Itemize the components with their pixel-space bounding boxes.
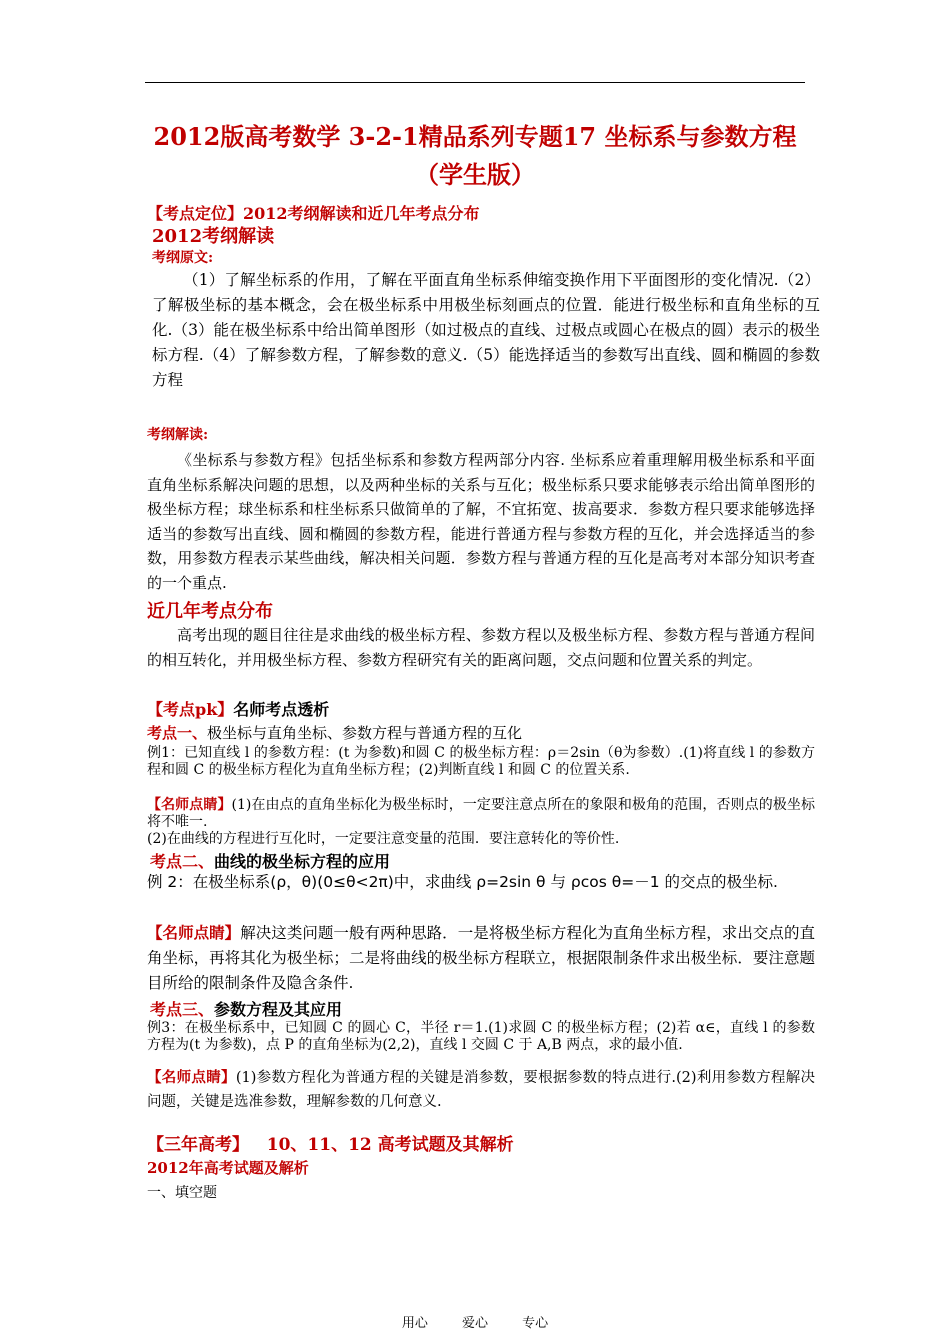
- section-heading-distribution: 近几年考点分布: [147, 601, 273, 622]
- tip-3: [147, 1066, 815, 1114]
- kaodian-3: [150, 997, 342, 1020]
- example-1: 例1：已知直线 l 的参数方程：(t 为参数)和圆 C 的极坐标方程：ρ＝2sin（θ为参数）.(1)将直线 l 的参数方程和圆 C 的极坐标方程化为直角坐标方程；(2)判断直线 l 和圆 C 的位置关系.: [147, 745, 815, 778]
- section-heading-pk: [147, 697, 329, 720]
- tip-1: [147, 797, 815, 831]
- tip-2: [147, 921, 815, 996]
- original-text: （1）了解坐标系的作用，了解在平面直角坐标系伸缩变换作用下平面图形的变化情况.（2）了解极坐标的基本概念，会在极坐标系中用极坐标刻画点的位置．能进行极坐标和直角坐标的互化.（3）能在极坐标系中给出简单图形（如过极点的直线、过极点或圆心在极点的圆）表示的极坐标方程.（4）了解参数方程，了解参数的意义.（5）能选择适当的参数写出直线、圆和椭圆的参数方程: [152, 271, 820, 389]
- section-heading-three-years: [147, 1130, 514, 1155]
- kaodian-1-text: 极坐标与直角坐标、参数方程与普通方程的互化: [207, 724, 523, 742]
- tip-3-label: 【名师点睛】: [147, 1069, 236, 1086]
- interpretation-text: 《坐标系与参数方程》包括坐标系和参数方程两部分内容. 坐标系应着重理解用极坐标系和平面直角坐标系解决问题的思想，以及两种坐标的关系与互化；极坐标系只要求能够表示给出简单图形的极坐标方程；球坐标系和柱坐标系只做简单的了解，不宜拓宽、拔高要求．参数方程只要求能够选择适当的参数写出直线、圆和椭圆的参数方程，能进行普通方程与参数方程的互化，并会选择适当的参数，用参数方程表示某些曲线，解决相关问题．参数方程与普通方程的互化是高考对本部分知识考查的一个重点.: [147, 451, 815, 592]
- tip-3-text: (1)参数方程化为普通方程的关键是消参数，要根据参数的特点进行.(2)利用参数方程解决问题，关键是选准参数，理解参数的几何意义.: [147, 1070, 815, 1110]
- kaodian-2-text: 曲线的极坐标方程的应用: [214, 852, 391, 871]
- tip-2-label: 【名师点睛】: [147, 924, 241, 942]
- kaodian-3-label: 考点三、: [150, 1000, 215, 1019]
- example-2: 例 2：在极坐标系(ρ，θ)(0≤θ<2π)中，求曲线 ρ=2sin θ 与 ρcos θ=－1 的交点的极坐标.: [147, 873, 778, 891]
- kaodian-2: [150, 849, 390, 872]
- fill-blank-heading: 一、填空题: [147, 1185, 217, 1201]
- pk-label: 【考点pk】: [147, 700, 234, 719]
- example-3: 例3：在极坐标系中，已知圆 C 的圆心 C，半径 r＝1.(1)求圆 C 的极坐标方程；(2)若 α∈，直线 l 的参数方程为(t 为参数)，点 P 的直角坐标为(2,2)，直线 l 交圆 C 于 A,B 两点，求的最小值.: [147, 1020, 815, 1053]
- kaodian-1-label: 考点一、: [147, 724, 208, 742]
- three-years-label: 【三年高考】: [147, 1135, 249, 1155]
- page-footer: 用心 爱心 专心: [401, 1316, 549, 1331]
- tip-1-label: 【名师点睛】: [147, 797, 232, 813]
- subheading-2012: 2012年高考试题及解析: [147, 1159, 309, 1177]
- section-heading-kaodian: 【考点定位】2012考纲解读和近几年考点分布: [147, 204, 480, 223]
- tip-1a-text: (1)在由点的直角坐标化为极坐标时，一定要注意点所在的象限和极角的范围，否则点的极坐标将不唯一.: [147, 797, 815, 830]
- tip-2-text: 解决这类问题一般有两种思路．一是将极坐标方程化为直角坐标方程，求出交点的直角坐标，再将其化为极坐标；二是将曲线的极坐标方程联立，根据限制条件求出极坐标．要注意题目所给的限制条件及隐含条件.: [147, 924, 815, 992]
- tip-1b: (2)在曲线的方程进行互化时，一定要注意变量的范围．要注意转化的等价性.: [147, 831, 620, 847]
- kaodian-3-text: 参数方程及其应用: [214, 1000, 343, 1019]
- document-title: 2012版高考数学 3-2-1精品系列专题17 坐标系与参数方程（学生版）: [153, 122, 797, 189]
- three-years-title: 10、11、12 高考试题及其解析: [266, 1135, 514, 1155]
- label-original: 考纲原文:: [152, 250, 214, 266]
- pk-title: 名师考点透析: [233, 700, 330, 719]
- kaodian-1: [147, 722, 522, 743]
- kaodian-2-label: 考点二、: [150, 852, 215, 871]
- header-rule: [145, 82, 805, 83]
- subheading-kaogang: 2012考纲解读: [152, 226, 275, 247]
- label-interpretation: 考纲解读:: [147, 427, 209, 443]
- distribution-text: 高考出现的题目往往是求曲线的极坐标方程、参数方程以及极坐标方程、参数方程与普通方程间的相互转化，并用极坐标方程、参数方程研究有关的距离问题，交点问题和位置关系的判定。: [147, 626, 815, 669]
